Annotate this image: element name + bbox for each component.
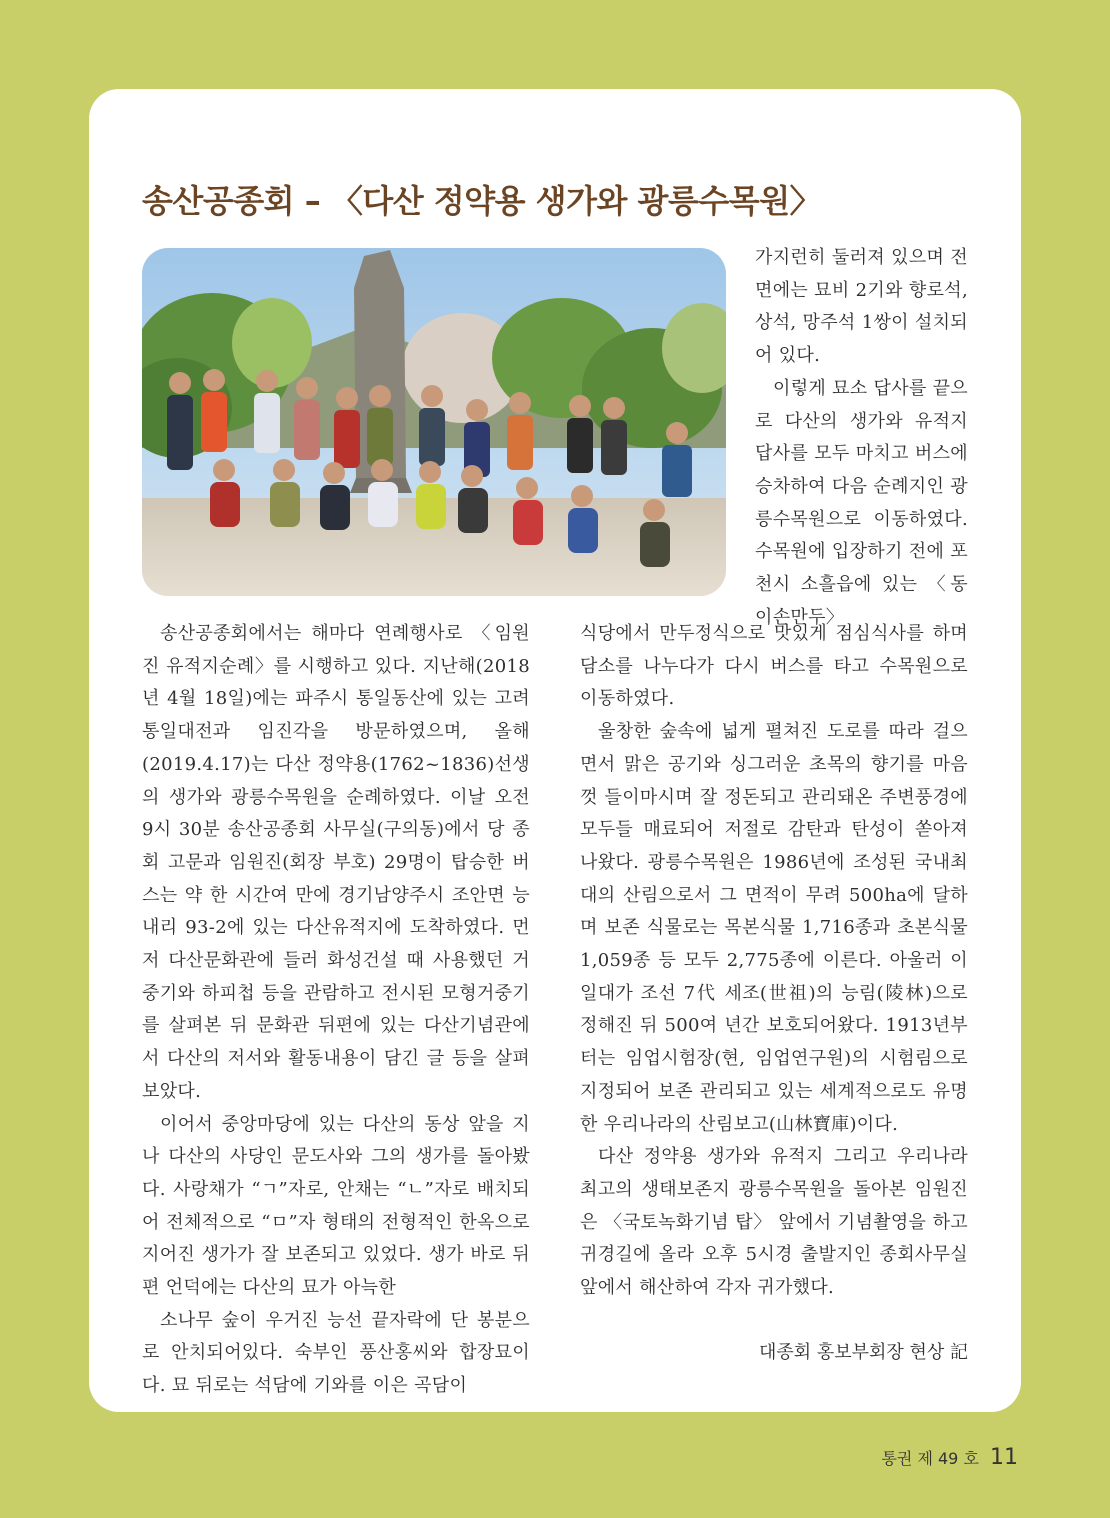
article-title: 송산공종회 – 〈다산 정약용 생가와 광릉수목원〉	[142, 182, 822, 220]
paragraph: 송산공종회에서는 해마다 연례행사로 〈임원진 유적지순례〉를 시행하고 있다. 지난해(2018년 4월 18일)에는 파주시 통일동산에 있는 고려통일대전과 임진각을 방문하였으며, 올해(2019.4.17)는 다산 정약용(1762~1836)선생의 생가와 광릉수목원을 순례하였다. 이날 오전 9시 30분 송산공종회 사무실(구의동)에서 당 종회 고문과 임원진(회장 부호) 29명이 탑승한 버스는 약 한 시간여 만에 경기남양주시 조안면 능내리 93-2에 있는 다산유적지에 도착하였다. 먼저 다산문화관에 들러 화성건설 때 사용했던 거중기와 하피첩 등을 관람하고 전시된 모형거중기를 살펴본 뒤 문화관 뒤편에 있는 다산기념관에서 다산의 저서와 활동내용이 담긴 글 등을 살펴보았다.	[142, 623, 530, 1102]
author-signature: 대종회 홍보부회장 현상 記	[758, 1342, 968, 1363]
page-number: 11	[990, 1445, 1018, 1470]
group-photo	[142, 248, 726, 596]
issue-label: 통권 제 49 호	[881, 1449, 979, 1468]
paragraph: 가지런히 둘러져 있으며 전면에는 묘비 2기와 향로석, 상석, 망주석 1쌍이 설치되어 있다.	[755, 247, 968, 367]
paragraph: 다산 정약용 생가와 유적지 그리고 우리나라 최고의 생태보존지 광릉수목원을 돌아본 임원진은 〈국토녹화기념 탑〉 앞에서 기념촬영을 하고 귀경길에 올라 오후 5시경 출발지인 종회사무실 앞에서 해산하여 각자 귀가했다.	[580, 1146, 968, 1299]
paragraph: 이어서 중앙마당에 있는 다산의 동상 앞을 지나 다산의 사당인 문도사와 그의 생가를 돌아봤다. 사랑채가 “ㄱ”자로, 안채는 “ㄴ”자로 배치되어 전체적으로 “ㅁ”자 형태의 전형적인 한옥으로 지어진 생가가 잘 보존되고 있었다. 생가 바로 뒤편 언덕에는 다산의 묘가 아늑한	[142, 1113, 530, 1299]
body-column-left	[142, 618, 530, 1403]
paragraph: 식당에서 만두정식으로 맛있게 점심식사를 하며 담소를 나누다가 다시 버스를 타고 수목원으로 이동하였다.	[580, 623, 968, 710]
group-photo-illustration	[142, 248, 726, 596]
paragraph: 소나무 숲이 우거진 능선 끝자락에 단 봉분으로 안치되어있다. 숙부인 풍산홍씨와 합장묘이다. 묘 뒤로는 석담에 기와를 이은 곡담이	[142, 1309, 530, 1397]
body-column-right-top	[755, 242, 968, 634]
page-footer	[881, 1445, 1018, 1470]
paragraph: 이렇게 묘소 답사를 끝으로 다산의 생가와 유적지 답사를 모두 마치고 버스에 승차하여 다음 순례지인 광릉수목원으로 이동하였다. 수목원에 입장하기 전에 포천시 소흘읍에 있는 〈동이손만두〉	[755, 377, 968, 628]
paragraph: 울창한 숲속에 넓게 펼쳐진 도로를 따라 걸으면서 맑은 공기와 싱그러운 초목의 향기를 마음껏 들이마시며 잘 정돈되고 관리돼온 주변풍경에 모두들 매료되어 저절로 감탄과 탄성이 쏟아져 나왔다. 광릉수목원은 1986년에 조성된 국내최대의 산림으로서 그 면적이 무려 500ha에 달하며 보존 식물로는 목본식물 1,716종과 초본식물 1,059종 등 모두 2,775종에 이른다. 아울러 이 일대가 조선 7代 세조(世祖)의 능림(陵林)으로 정해진 뒤 500여 년간 보호되어왔다. 1913년부터는 임업시험장(현, 임업연구원)의 시험림으로 지정되어 보존 관리되고 있는 세계적으로도 유명한 우리나라의 산림보고(山林寶庫)이다.	[580, 721, 968, 1135]
body-column-right-bottom	[580, 618, 968, 1305]
